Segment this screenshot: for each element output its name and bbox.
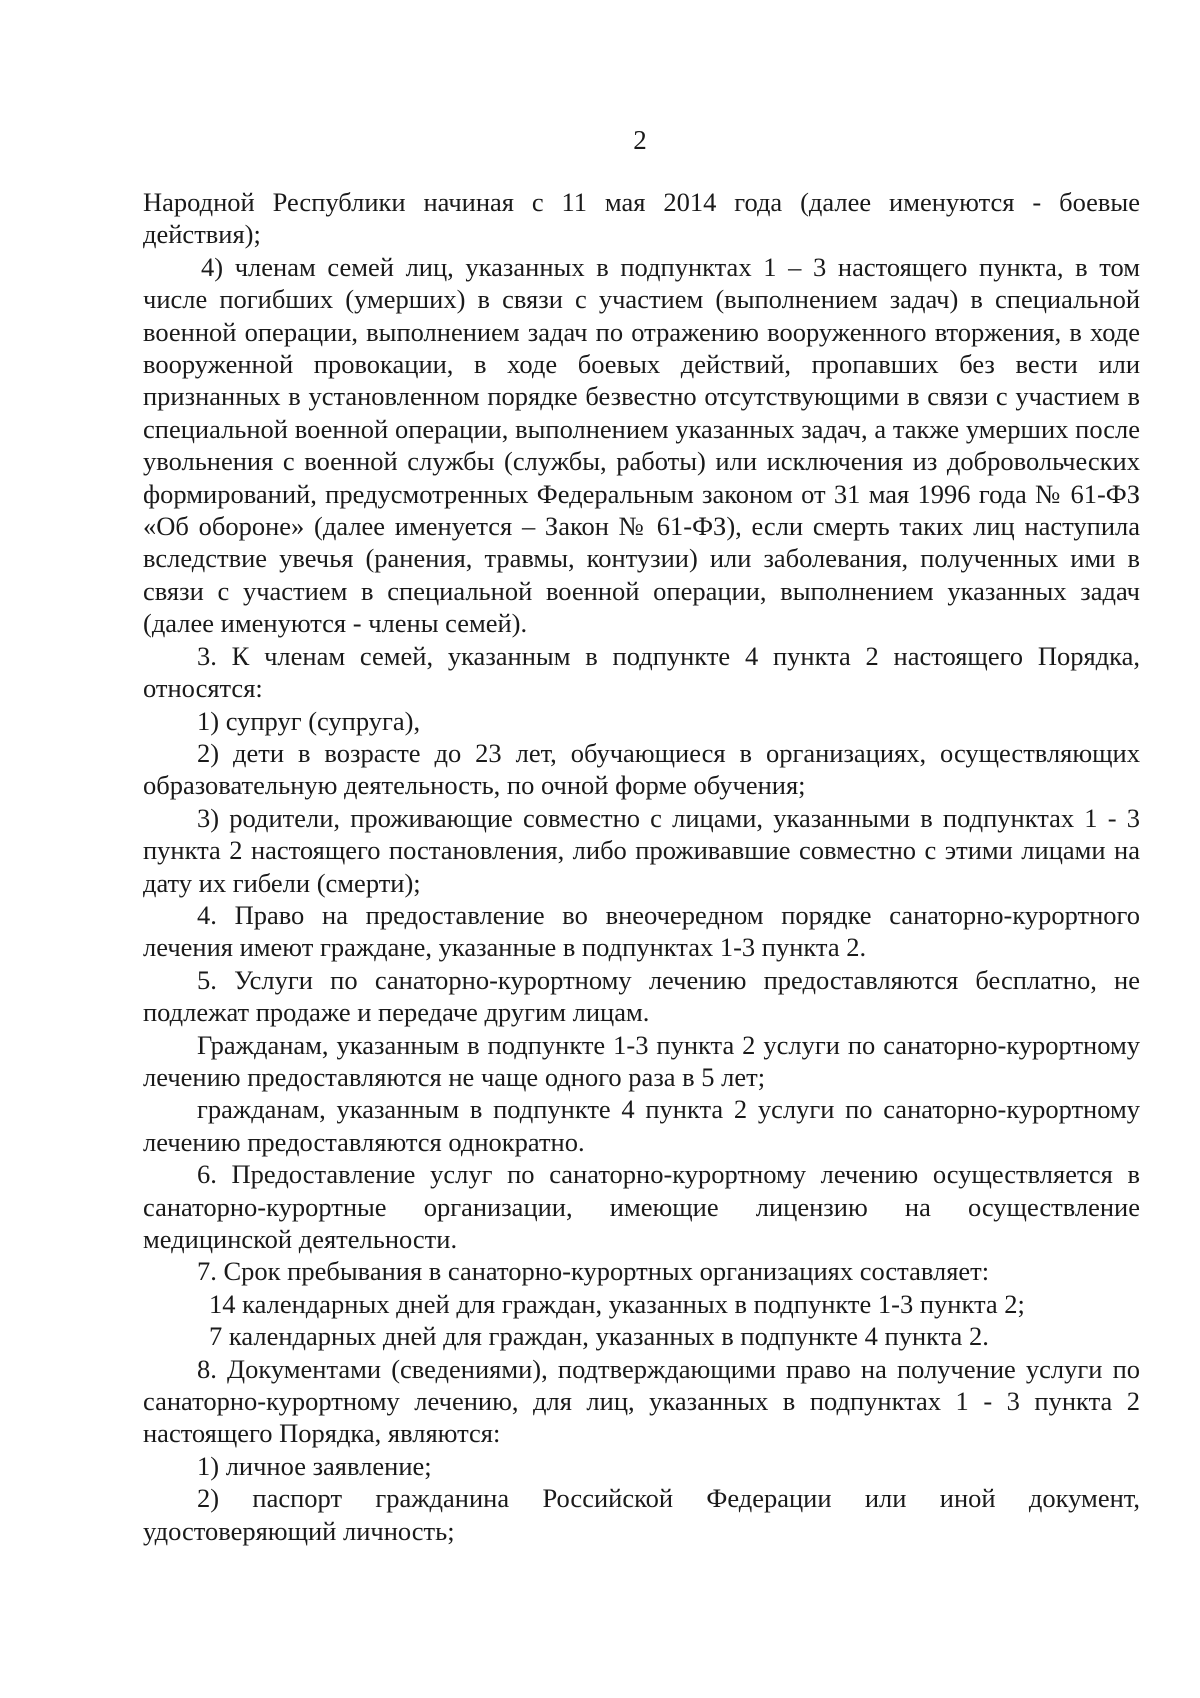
paragraph: 3) родители, проживающие совместно с лицами, указанными в подпунктах 1 - 3 пункта 2 настоящего постановления, либо проживавшие совместно с этими лицами на дату их гибели (смерти); [143, 802, 1140, 898]
paragraph: 5. Услуги по санаторно-курортному лечению предоставляются бесплатно, не подлежат продаже и передаче другим лицам. [143, 964, 1140, 1028]
document-body [143, 186, 1140, 1547]
paragraph: 1) супруг (супруга), [197, 705, 421, 736]
paragraph: Народной Республики начиная с 11 мая 2014 года (далее именуются - боевые действия); [143, 187, 1140, 250]
paragraph: 14 календарных дней для граждан, указанных в подпункте 1-3 пункта 2; [209, 1288, 1025, 1319]
paragraph: Гражданам, указанным в подпункте 1-3 пункта 2 услуги по санаторно-курортному лечению предоставляются не чаще одного раза в 5 лет; [143, 1029, 1140, 1092]
paragraph: 8. Документами (сведениями), подтверждающими право на получение услуги по санаторно-курортному лечению, для лиц, указанных в подпунктах 1 - 3 пункта 2 настоящего Порядка, являются: [143, 1353, 1140, 1449]
paragraph: 2) дети в возрасте до 23 лет, обучающиеся в организациях, осуществляющих образовательную деятельность, по очной форме обучения; [143, 737, 1140, 801]
paragraph: 2) паспорт гражданина Российской Федерации или иной документ, удостоверяющий личность; [143, 1483, 1140, 1546]
paragraph: 6. Предоставление услуг по санаторно-курортному лечению осуществляется в санаторно-курортные организации, имеющие лицензию на осуществление медицинской деятельности. [143, 1159, 1140, 1254]
page-number: 2 [633, 125, 647, 155]
paragraph: 7. Срок пребывания в санаторно-курортных организациях составляет: [197, 1256, 990, 1287]
paragraph: 1) личное заявление; [197, 1450, 432, 1481]
paragraph: гражданам, указанным в подпункте 4 пункта 2 услуги по санаторно-курортному лечению предоставляются однократно. [143, 1094, 1140, 1157]
paragraph: 4) членам семей лиц, указанных в подпунктах 1 – 3 настоящего пункта, в том числе погибших (умерших) в связи с участием (выполнением задач) в специальной военной операции, выполнением задач по отражению вооруженного вторжения, в ходе вооруженной провокации, в ходе боевых действий, пропавших без вести или признанных в установленном порядке безвестно отсутствующими в связи с участием в специальной военной операции, выполнением указанных задач, а также умерших после увольнения с военной службы (службы, работы) или исключения из добровольческих формирований, предусмотренных Федеральным законом от 31 мая 1996 года № 61-ФЗ «Об обороне» (далее именуется – Закон № 61-ФЗ), если смерть таких лиц наступила вследствие увечья (ранения, травмы, контузии) или заболевания, полученных ими в связи с участием в специальной военной операции, выполнением указанных задач (далее именуются - члены семей). [143, 251, 1140, 639]
paragraph: 3. К членам семей, указанным в подпункте 4 пункта 2 настоящего Порядка, относятся: [143, 640, 1140, 704]
paragraph: 7 календарных дней для граждан, указанных в подпункте 4 пункта 2. [209, 1321, 989, 1352]
paragraph: 4. Право на предоставление во внеочередном порядке санаторно-курортного лечения имеют граждане, указанные в подпунктах 1-3 пункта 2. [143, 899, 1140, 963]
